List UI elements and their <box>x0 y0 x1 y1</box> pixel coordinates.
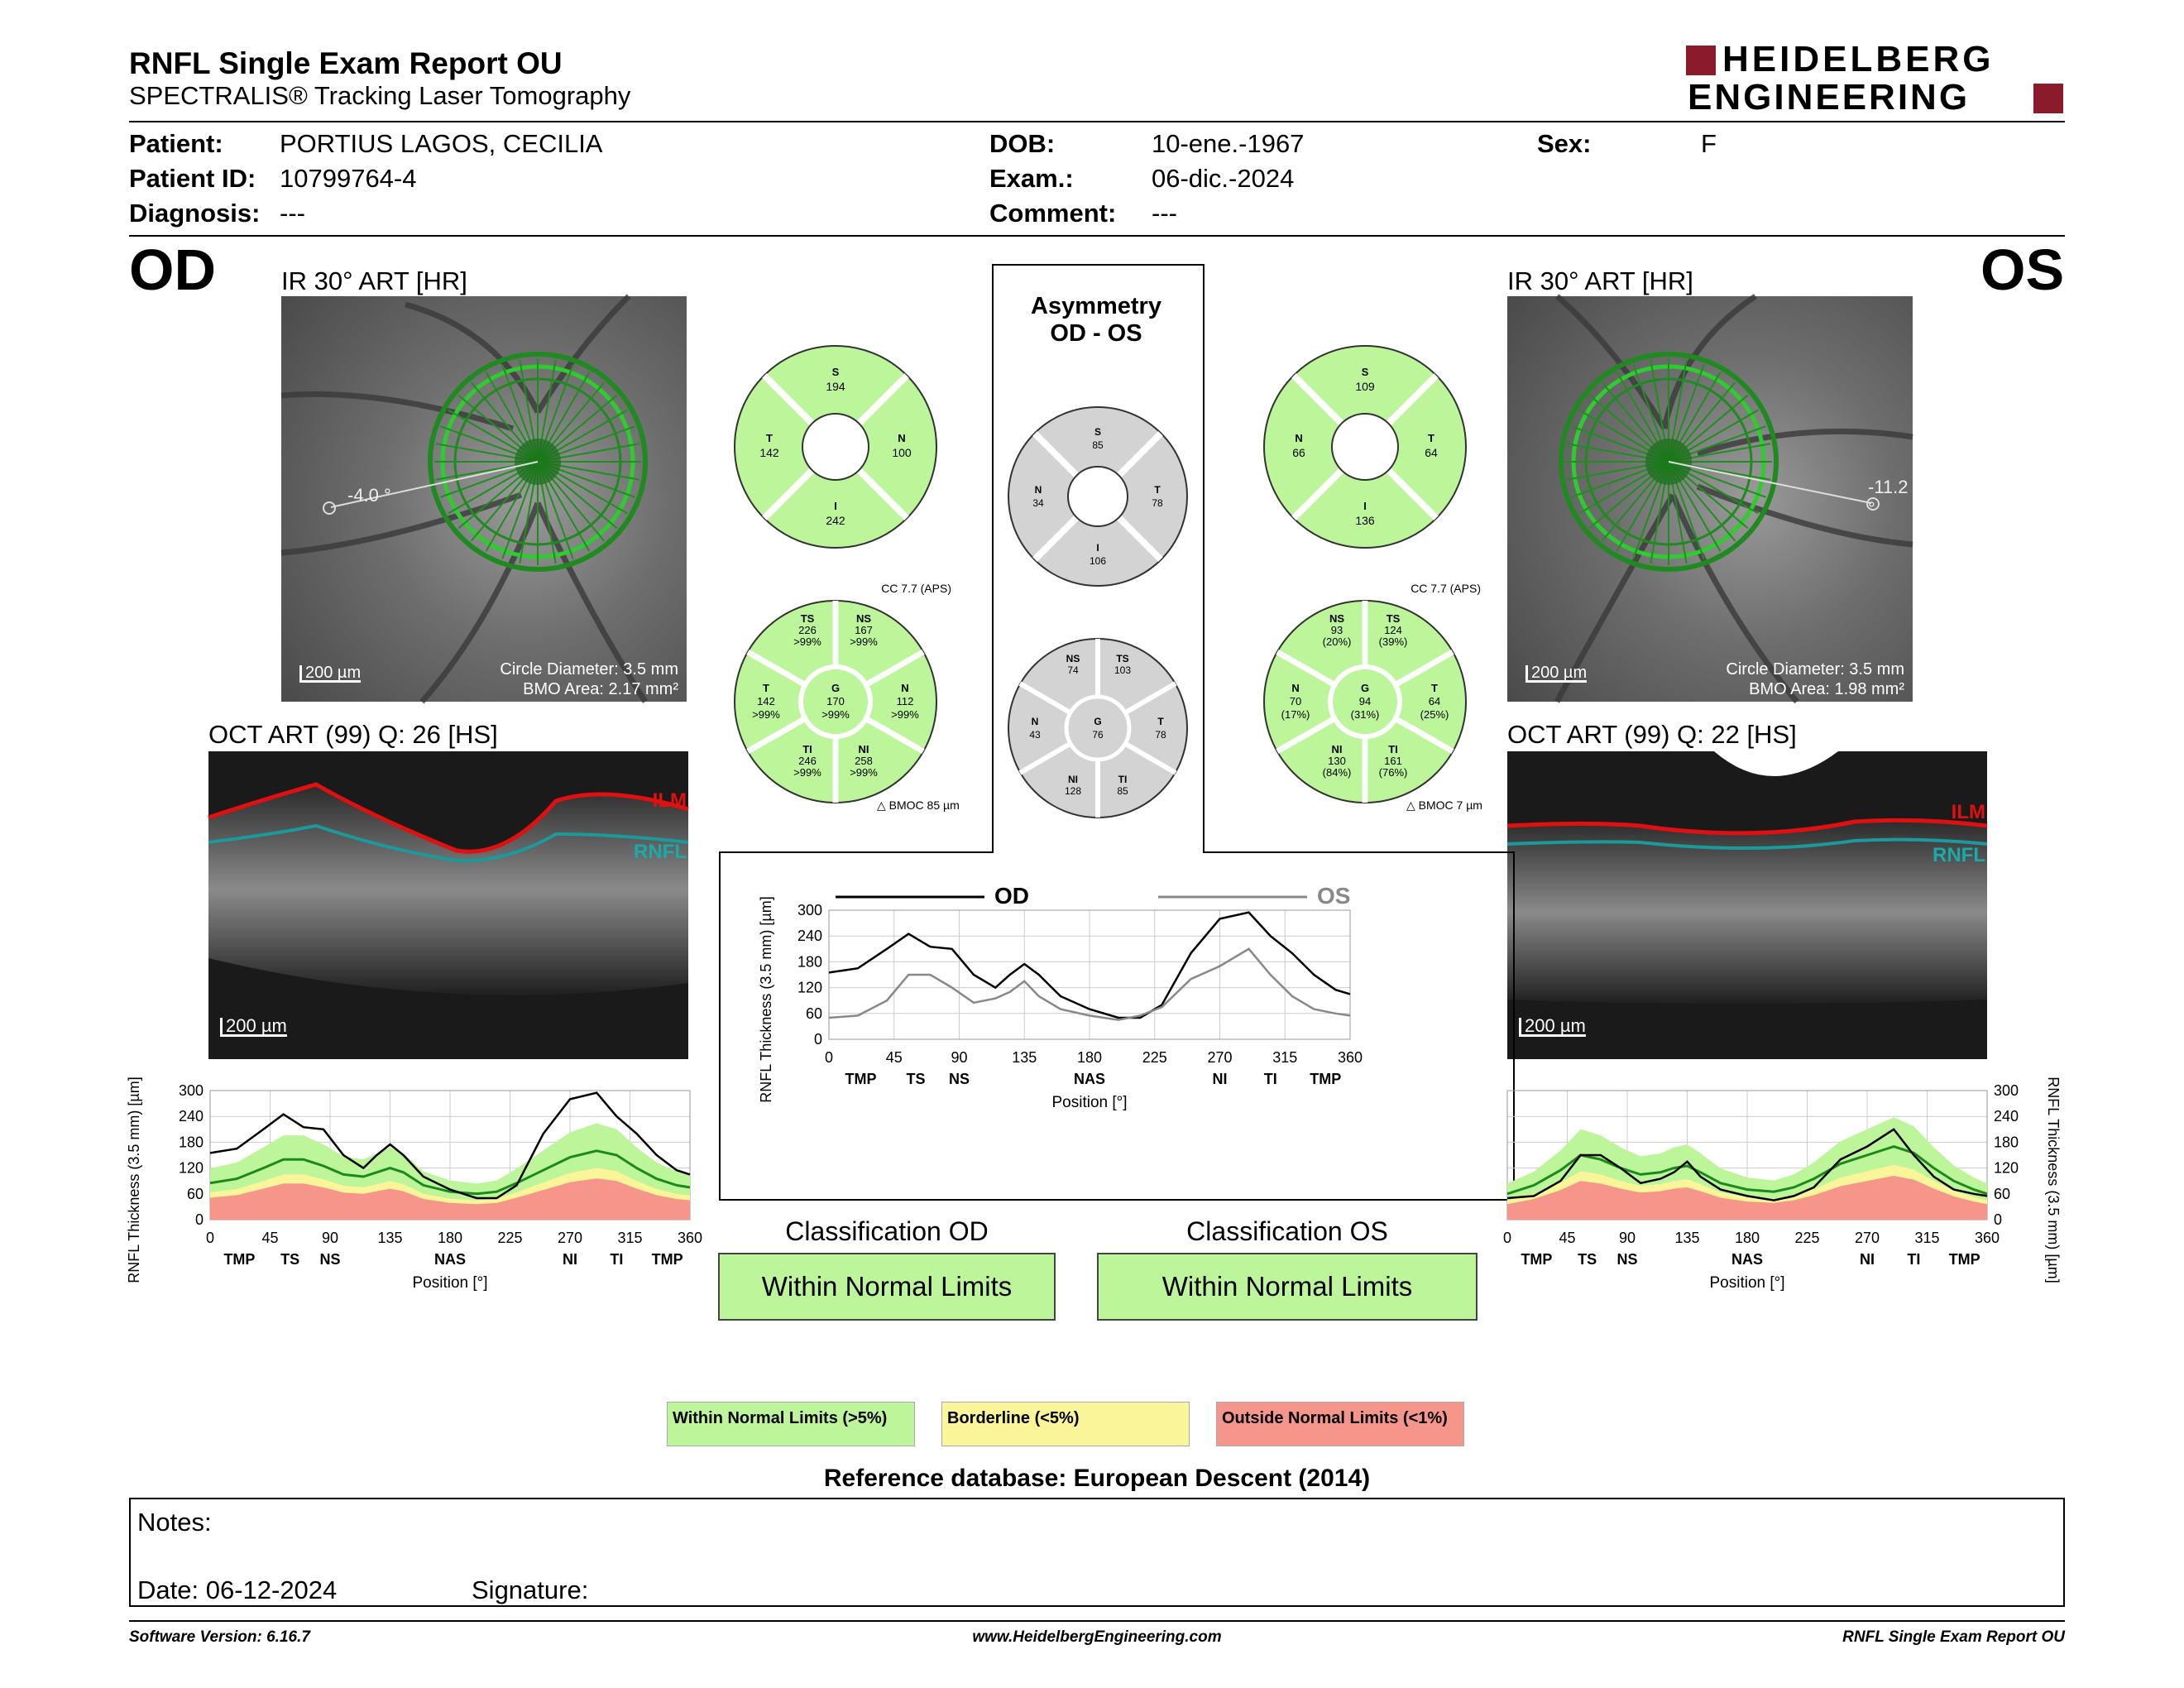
svg-text:I: I <box>834 500 837 512</box>
od-ir-title: IR 30° ART [HR] <box>281 266 467 295</box>
x-tick-label: 0 <box>1502 1230 1512 1246</box>
os-q-i: 136 <box>1355 514 1375 527</box>
os-s-n-p: (17%) <box>1281 708 1310 721</box>
sector-axis-label: TMP <box>845 1071 877 1087</box>
x-tick-label: 45 <box>1559 1230 1576 1246</box>
os-s-ns-n: NS <box>1329 612 1345 625</box>
sector-axis-label: TS <box>280 1251 300 1268</box>
od-classification-box: Within Normal Limits <box>718 1253 1056 1321</box>
reference-database: Reference database: European Descent (2014) <box>823 1465 1371 1492</box>
os-s-g-n: G <box>1360 682 1370 694</box>
sector-axis-label: NAS <box>433 1251 467 1268</box>
svg-text:G: G <box>1094 716 1102 727</box>
os-oct-scale: 200 µm <box>1519 1018 1586 1037</box>
sector-axis-label: NI <box>1212 1071 1228 1087</box>
x-tick-label: 90 <box>1618 1230 1636 1246</box>
os-sector-chart <box>1264 601 1466 803</box>
patient-value: PORTIUS LAGOS, CECILIA <box>280 129 603 158</box>
y-tick-label: 300 <box>1994 1082 2019 1099</box>
sector-axis-label: NI <box>563 1251 577 1268</box>
od-bmo-area: BMO Area: 2.17 mm² <box>523 680 678 698</box>
os-oct-title: OCT ART (99) Q: 22 [HS] <box>1507 720 1797 749</box>
logo-square-bottom <box>2033 84 2063 113</box>
sector-axis-label: TI <box>610 1251 624 1268</box>
od-s-ns-n: NS <box>855 612 872 625</box>
sector-axis-label: TMP <box>1521 1251 1553 1268</box>
od-circle-diameter: Circle Diameter: 3.5 mm <box>500 660 678 679</box>
svg-text:NI: NI <box>1068 774 1078 785</box>
notes-box[interactable] <box>129 1498 2065 1607</box>
logo-square-top <box>1686 46 1716 75</box>
sector-axis-label: NI <box>1860 1251 1875 1268</box>
x-tick-label: 360 <box>677 1230 703 1246</box>
svg-text:NS: NS <box>1066 653 1080 664</box>
svg-text:S: S <box>1361 366 1369 378</box>
od-s-g-n: G <box>831 682 841 694</box>
od-s-n-p: >99% <box>891 708 919 721</box>
x-tick-label: 0 <box>205 1230 215 1246</box>
od-fundus-image <box>281 296 687 702</box>
os-q-t: 64 <box>1425 446 1438 459</box>
sector-axis-label: TMP <box>223 1251 256 1268</box>
os-cc: CC 7.7 (APS) <box>1410 582 1481 595</box>
x-tick-label: 135 <box>377 1230 403 1246</box>
footer-divider <box>129 1620 2065 1622</box>
legend-od-label: OD <box>994 883 1029 909</box>
asym-sector-chart <box>1008 639 1187 818</box>
x-tick-label: 0 <box>824 1049 834 1066</box>
os-s-ti-n: TI <box>1388 743 1398 755</box>
os-s-ni-n: NI <box>1331 743 1343 755</box>
os-ilm-label: ILM <box>1951 801 1985 823</box>
asym-s-ni: 128 <box>1064 785 1082 797</box>
x-tick-label: 225 <box>1142 1049 1167 1066</box>
y-tick-label: 180 <box>1994 1134 2019 1151</box>
os-classification-box: Within Normal Limits <box>1097 1253 1478 1321</box>
asymmetry-chart <box>758 877 1373 1150</box>
od-cc: CC 7.7 (APS) <box>881 582 951 595</box>
od-ir-scale: 200 µm <box>299 665 361 683</box>
od-s-ns-v: 167 <box>855 624 873 636</box>
brand-logo <box>1686 39 2063 118</box>
comment-label: Comment: <box>989 199 1117 228</box>
x-tick-label: 270 <box>1207 1049 1233 1066</box>
brand-line1: HEIDELBERG <box>1722 39 1995 79</box>
od-eye-label: OD <box>129 237 216 302</box>
x-tick-label: 315 <box>617 1230 643 1246</box>
od-s-g-v: 170 <box>826 695 845 707</box>
od-s-t-n: T <box>763 682 769 694</box>
sector-diagrams <box>720 331 1530 827</box>
od-s-ti-v: 246 <box>798 755 817 767</box>
od-s-ni-n: NI <box>858 743 869 755</box>
y-tick-label: 120 <box>178 1159 204 1177</box>
sector-axis-label: NAS <box>1073 1071 1106 1087</box>
os-s-ns-p: (20%) <box>1322 635 1352 648</box>
asymmetry-title <box>993 293 1200 348</box>
x-tick-label: 315 <box>1272 1049 1298 1066</box>
y-tick-label: 60 <box>1994 1185 2011 1202</box>
os-s-t-p: (25%) <box>1420 708 1449 721</box>
legend-within-normal: Within Normal Limits (>5%) <box>667 1402 915 1446</box>
od-angle: -4.0 ° <box>347 485 391 506</box>
x-tick-label: 135 <box>1674 1230 1700 1246</box>
os-s-n-n: N <box>1291 682 1300 694</box>
os-s-ni-p: (84%) <box>1322 766 1352 779</box>
os-s-ts-v: 124 <box>1384 624 1402 636</box>
sector-axis-label: NS <box>1616 1251 1638 1268</box>
od-q-t: 142 <box>759 446 779 459</box>
asym-s-ti: 85 <box>1117 785 1128 797</box>
y-tick-label: 180 <box>178 1134 204 1151</box>
asym-q-n: 34 <box>1032 497 1044 509</box>
os-fundus-image <box>1507 296 1913 702</box>
report-title: RNFL Single Exam Report OU <box>129 46 563 80</box>
od-s-ti-p: >99% <box>793 766 821 779</box>
sector-axis-label: TS <box>906 1071 926 1087</box>
x-tick-label: 45 <box>885 1049 903 1066</box>
patient-id-label: Patient ID: <box>129 164 256 193</box>
svg-text:T: T <box>1157 716 1164 727</box>
od-q-n: 100 <box>892 446 912 459</box>
sector-axis-label: NS <box>319 1251 341 1268</box>
os-s-t-v: 64 <box>1428 695 1441 707</box>
sector-axis-label: TI <box>1907 1251 1921 1268</box>
od-s-ts-v: 226 <box>798 624 817 636</box>
x-tick-label: 270 <box>1854 1230 1880 1246</box>
od-s-ns-p: >99% <box>850 635 878 648</box>
x-tick-label: 225 <box>497 1230 523 1246</box>
legend-borderline: Borderline (<5%) <box>941 1402 1190 1446</box>
y-tick-label: 60 <box>805 1005 822 1022</box>
os-ir-title: IR 30° ART [HR] <box>1507 266 1693 295</box>
x-axis-label: Position [°] <box>1709 1274 1785 1292</box>
y-axis-label: RNFL Thickness (3.5 mm) [µm] <box>758 896 774 1103</box>
x-tick-label: 180 <box>437 1230 463 1246</box>
x-tick-label: 135 <box>1012 1049 1037 1066</box>
asym-q-i: 106 <box>1089 555 1107 567</box>
y-tick-label: 0 <box>813 1031 822 1048</box>
od-rnfl-label: RNFL <box>634 841 687 863</box>
x-tick-label: 270 <box>557 1230 583 1246</box>
x-tick-label: 360 <box>1974 1230 2000 1246</box>
asym-q-s: 85 <box>1092 439 1104 451</box>
sector-axis-label: TMP <box>1948 1251 1980 1268</box>
od-s-ts-n: TS <box>800 612 815 625</box>
website-link[interactable]: www.HeidelbergEngineering.com <box>972 1628 1222 1646</box>
sector-axis-label: TMP <box>651 1251 683 1268</box>
os-s-n-v: 70 <box>1289 695 1302 707</box>
sector-axis-label: TS <box>1578 1251 1597 1268</box>
od-ilm-label: ILM <box>652 789 687 812</box>
y-tick-label: 120 <box>797 979 822 996</box>
header-divider <box>129 121 2065 122</box>
svg-text:S: S <box>1094 426 1102 438</box>
svg-text:TI: TI <box>1118 774 1128 785</box>
x-tick-label: 225 <box>1794 1230 1820 1246</box>
diagnosis-value: --- <box>280 199 305 228</box>
y-axis-label: RNFL Thickness (3.5 mm) [µm] <box>126 1077 142 1283</box>
od-q-i: 242 <box>826 514 845 527</box>
x-tick-label: 360 <box>1337 1049 1363 1066</box>
y-tick-label: 240 <box>1994 1108 2019 1125</box>
patient-id-value: 10799764-4 <box>280 164 417 193</box>
signature-label: Signature: <box>472 1575 589 1604</box>
od-s-g-p: >99% <box>821 708 850 721</box>
legend-os-label: OS <box>1317 883 1351 909</box>
os-quadrant-chart <box>1264 346 1466 548</box>
asym-q-t: 78 <box>1152 497 1163 509</box>
asymmetry-title-line1: Asymmetry <box>1031 293 1161 319</box>
report-subtitle: SPECTRALIS® Tracking Laser Tomography <box>129 81 631 110</box>
od-bmoc: △ BMOC 85 µm <box>877 798 960 812</box>
os-q-s: 109 <box>1355 380 1375 393</box>
od-s-n-n: N <box>901 682 909 694</box>
od-s-ni-v: 258 <box>855 755 873 767</box>
brand-line2: ENGINEERING <box>1688 77 1971 117</box>
asym-s-t: 78 <box>1155 729 1166 741</box>
sex-value: F <box>1701 129 1717 158</box>
os-eye-label: OS <box>1980 237 2065 302</box>
od-classification-title: Classification OD <box>785 1216 989 1246</box>
patient-label: Patient: <box>129 129 223 158</box>
svg-text:N: N <box>1031 716 1039 727</box>
od-s-ti-n: TI <box>802 743 812 755</box>
sector-axis-label: TI <box>1263 1071 1277 1087</box>
od-s-t-v: 142 <box>757 695 775 707</box>
od-oct-scan <box>208 751 688 1059</box>
asym-s-n: 43 <box>1029 729 1041 741</box>
x-tick-label: 90 <box>951 1049 968 1066</box>
od-sector-chart <box>735 601 936 803</box>
asym-s-ns: 74 <box>1067 664 1079 676</box>
os-s-g-p: (31%) <box>1350 708 1380 721</box>
x-tick-label: 45 <box>261 1230 279 1246</box>
os-oct-scan <box>1507 751 1987 1059</box>
asym-quadrant-chart <box>1008 407 1187 586</box>
os-s-ti-v: 161 <box>1384 755 1402 767</box>
x-tick-label: 315 <box>1914 1230 1940 1246</box>
svg-text:N: N <box>1034 484 1042 496</box>
y-tick-label: 300 <box>797 902 822 918</box>
x-axis-label: Position [°] <box>412 1274 488 1292</box>
os-s-t-n: T <box>1431 682 1438 694</box>
os-s-ti-p: (76%) <box>1378 766 1408 779</box>
os-ir-scale: 200 µm <box>1525 665 1587 683</box>
asym-s-g: 76 <box>1092 729 1104 741</box>
exam-value: 06-dic.-2024 <box>1152 164 1295 193</box>
od-oct-title: OCT ART (99) Q: 26 [HS] <box>208 720 498 749</box>
y-tick-label: 120 <box>1994 1159 2019 1177</box>
od-q-s: 194 <box>826 380 845 393</box>
y-tick-label: 180 <box>797 953 822 971</box>
svg-text:T: T <box>1154 484 1161 496</box>
od-s-ts-p: >99% <box>793 635 821 648</box>
os-s-ts-n: TS <box>1386 612 1401 625</box>
od-s-ni-p: >99% <box>850 766 878 779</box>
os-bmo-area: BMO Area: 1.98 mm² <box>1749 680 1904 698</box>
diagnosis-label: Diagnosis: <box>129 199 261 228</box>
y-tick-label: 240 <box>178 1108 204 1125</box>
os-rnfl-label: RNFL <box>1933 844 1985 866</box>
os-angle: -11.2 ° <box>1868 477 1909 519</box>
os-classification-title: Classification OS <box>1186 1216 1388 1246</box>
dob-value: 10-ene.-1967 <box>1152 129 1305 158</box>
os-s-ns-v: 93 <box>1330 624 1343 636</box>
x-tick-label: 180 <box>1076 1049 1103 1066</box>
os-thickness-chart <box>1489 1067 2068 1316</box>
y-tick-label: 300 <box>178 1082 204 1099</box>
x-axis-label: Position [°] <box>1051 1094 1128 1111</box>
svg-text:I: I <box>1363 500 1367 512</box>
x-tick-label: 180 <box>1734 1230 1760 1246</box>
od-thickness-chart <box>126 1067 703 1316</box>
od-s-n-v: 112 <box>896 695 914 707</box>
svg-text:TS: TS <box>1116 653 1129 664</box>
footer-report-name: RNFL Single Exam Report OU <box>1842 1628 2065 1646</box>
svg-text:I: I <box>1096 542 1099 554</box>
patient-divider <box>129 235 2065 237</box>
sector-axis-label: NAS <box>1731 1251 1764 1268</box>
svg-text:S: S <box>831 366 840 378</box>
comment-value: --- <box>1152 199 1177 228</box>
asym-s-ts: 103 <box>1114 664 1132 676</box>
od-s-t-p: >99% <box>752 708 780 721</box>
os-s-ts-p: (39%) <box>1378 635 1408 648</box>
svg-text:N: N <box>1295 432 1303 444</box>
y-tick-label: 240 <box>797 928 822 945</box>
exam-label: Exam.: <box>989 164 1074 193</box>
x-tick-label: 90 <box>321 1230 339 1246</box>
od-oct-scale: 200 µm <box>220 1018 287 1037</box>
notes-label: Notes: <box>137 1508 212 1537</box>
y-tick-label: 0 <box>1994 1211 2003 1228</box>
dob-label: DOB: <box>989 129 1056 158</box>
svg-text:T: T <box>766 432 773 444</box>
svg-text:N: N <box>898 432 906 444</box>
asymmetry-title-line2: OD - OS <box>1050 320 1142 347</box>
software-version: Software Version: 6.16.7 <box>129 1628 310 1646</box>
y-tick-label: 60 <box>186 1185 204 1202</box>
y-axis-label: RNFL Thickness (3.5 mm) [µm] <box>2045 1077 2062 1283</box>
sector-axis-label: NS <box>948 1071 970 1087</box>
sex-label: Sex: <box>1537 129 1592 158</box>
od-quadrant-chart <box>735 346 936 548</box>
os-bmoc: △ BMOC 7 µm <box>1406 798 1482 812</box>
os-s-g-v: 94 <box>1358 695 1372 707</box>
y-tick-label: 0 <box>194 1211 204 1228</box>
legend-outside-normal: Outside Normal Limits (<1%) <box>1216 1402 1464 1446</box>
svg-text:T: T <box>1428 432 1434 444</box>
os-q-n: 66 <box>1292 446 1305 459</box>
sector-axis-label: TMP <box>1310 1071 1342 1087</box>
os-s-ni-v: 130 <box>1328 755 1346 767</box>
os-circle-diameter: Circle Diameter: 3.5 mm <box>1726 660 1904 679</box>
date-label: Date: 06-12-2024 <box>137 1575 338 1604</box>
